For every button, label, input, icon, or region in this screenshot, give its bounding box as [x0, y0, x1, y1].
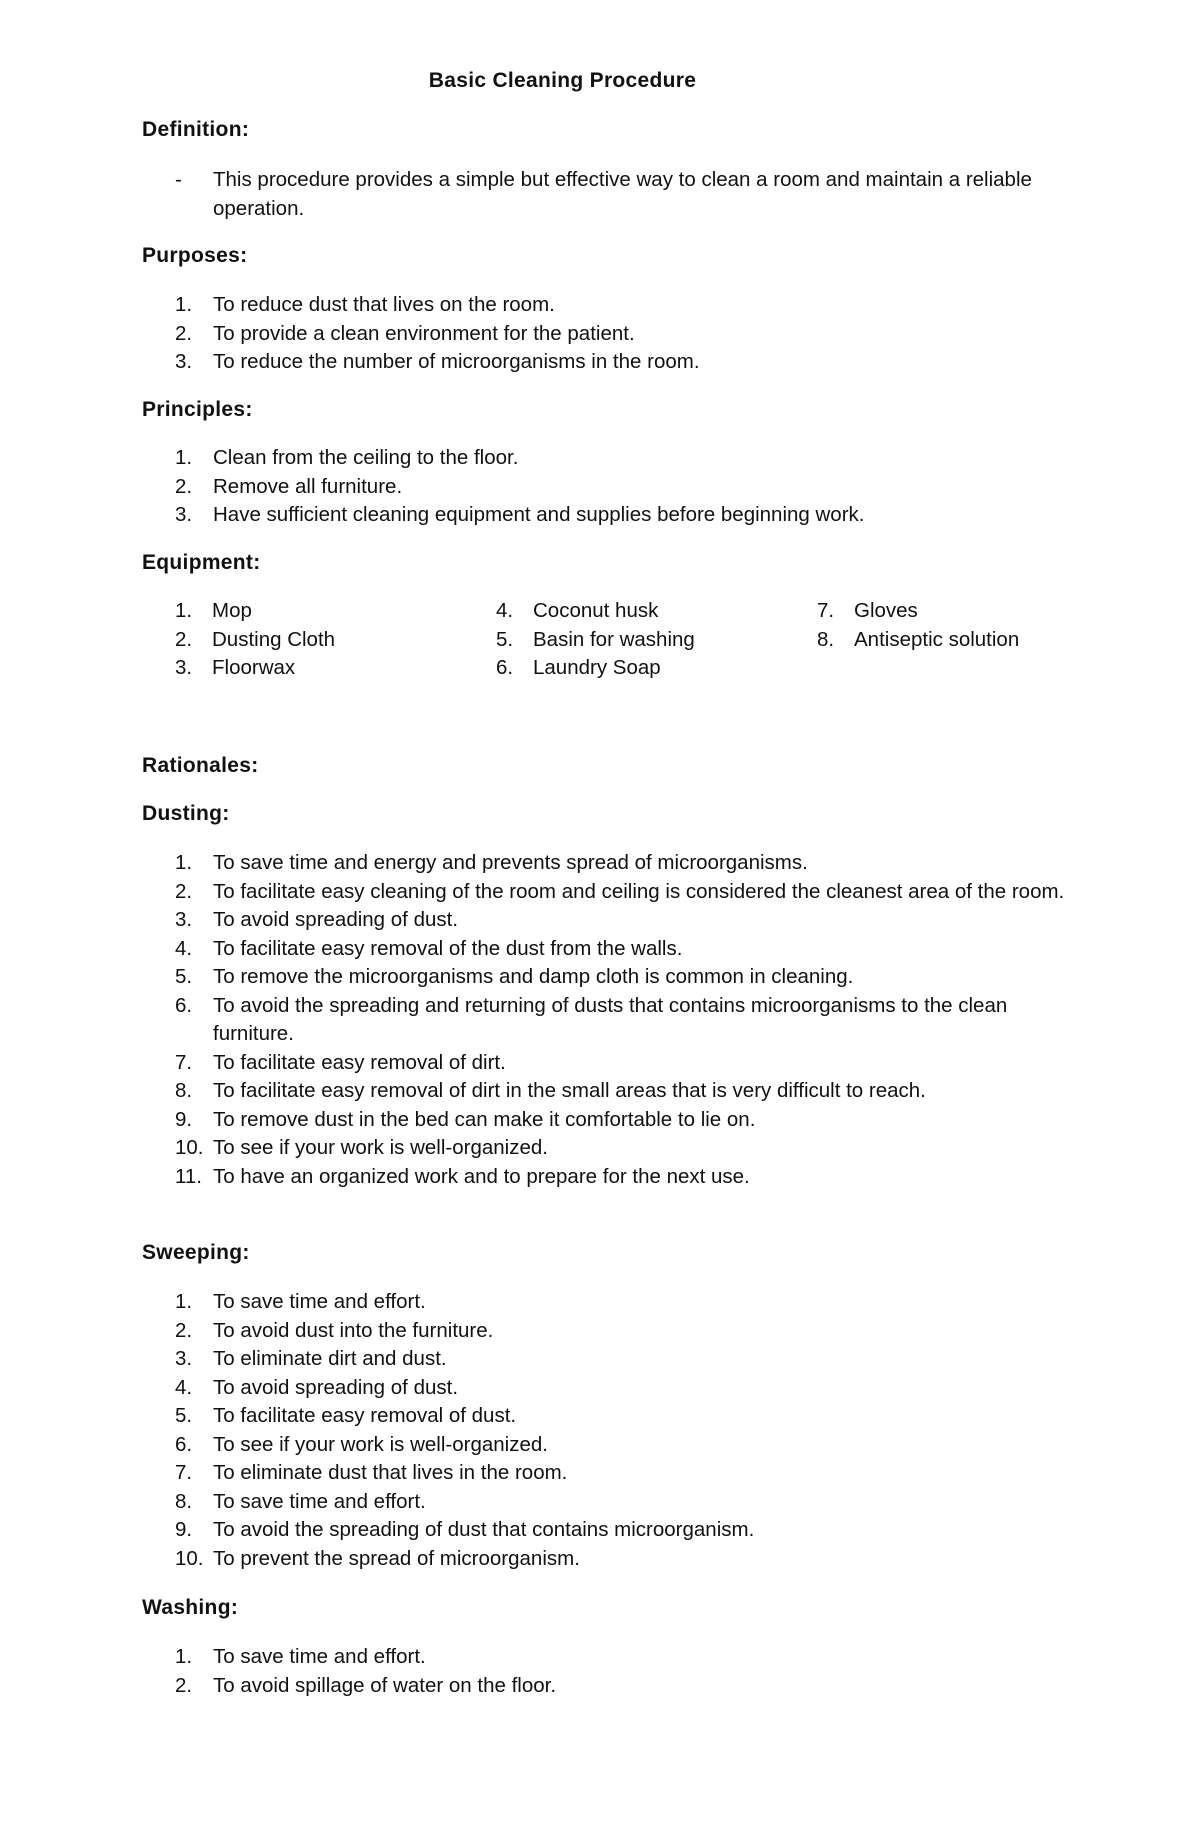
item-text: Mop	[212, 599, 252, 622]
washing-list	[175, 1643, 1095, 1700]
item-number: 2.	[175, 879, 193, 903]
item-number: 4.	[496, 599, 514, 622]
equipment-column-1	[175, 597, 475, 683]
item-text: To eliminate dust that lives in the room.	[213, 1461, 568, 1484]
item-number: 7.	[175, 1461, 193, 1484]
item-number: 7.	[175, 1050, 193, 1074]
item-number: 1.	[175, 446, 193, 469]
item-text: Clean from the ceiling to the floor.	[213, 446, 519, 469]
list-item	[175, 626, 475, 655]
item-number: 1.	[175, 1645, 193, 1668]
item-number: 3.	[175, 908, 193, 931]
item-number: 7.	[817, 599, 835, 622]
item-number: 6.	[175, 993, 193, 1017]
item-text: To avoid spillage of water on the floor.	[213, 1673, 557, 1697]
list-item	[175, 597, 475, 626]
item-text: To save time and effort.	[213, 1489, 426, 1513]
bullet-marker: -	[175, 168, 182, 191]
item-text: Dusting Cloth	[212, 627, 336, 651]
item-number: 2.	[175, 627, 193, 651]
item-number: 8.	[817, 627, 835, 651]
item-text: To avoid the spreading and returning of dusts that contains microorganisms to the clean furniture.	[213, 993, 1008, 1045]
item-text: To avoid the spreading of dust that contains microorganism.	[213, 1518, 755, 1541]
item-number: 2.	[175, 1673, 193, 1697]
item-text: To avoid dust into the furniture.	[213, 1318, 494, 1342]
item-number: 10.	[175, 1136, 204, 1159]
item-text: To eliminate dirt and dust.	[213, 1347, 447, 1370]
item-number: 1.	[175, 599, 193, 622]
list-item	[175, 166, 1095, 223]
item-text: Floorwax	[212, 656, 296, 679]
principles-heading: Principles:	[142, 398, 253, 421]
equipment-heading: Equipment:	[142, 551, 261, 574]
item-text: To facilitate easy removal of dirt in the small areas that is very difficult to reach.	[213, 1079, 926, 1102]
list-item	[175, 1077, 1095, 1106]
definition-list	[175, 166, 1095, 223]
list-item	[817, 597, 1117, 626]
sweeping-list	[175, 1288, 1095, 1573]
item-text: To facilitate easy removal of the dust from the walls.	[213, 936, 683, 960]
list-item	[175, 1402, 1095, 1431]
item-text: To see if your work is well-organized.	[213, 1432, 548, 1456]
item-text: To facilitate easy cleaning of the room and ceiling is considered the cleanest area of the room.	[213, 879, 1065, 903]
list-item	[175, 1345, 1095, 1374]
item-number: 9.	[175, 1518, 193, 1541]
list-item	[175, 992, 1095, 1049]
washing-heading: Washing:	[142, 1596, 239, 1619]
item-number: 1.	[175, 293, 193, 316]
list-item	[175, 444, 1095, 473]
item-text: Coconut husk	[533, 599, 659, 622]
rationales-heading: Rationales:	[142, 754, 259, 777]
item-number: 4.	[175, 936, 193, 960]
item-text: To save time and effort.	[213, 1290, 426, 1313]
list-item	[175, 1459, 1095, 1488]
item-text: To see if your work is well-organized.	[213, 1136, 548, 1159]
item-text: To remove dust in the bed can make it comfortable to lie on.	[213, 1107, 756, 1131]
definition-text: This procedure provides a simple but effective way to clean a room and maintain a reliable operation.	[213, 168, 1032, 220]
list-item	[175, 1643, 1095, 1672]
list-item	[175, 501, 1095, 530]
item-number: 11.	[175, 1164, 202, 1188]
dusting-heading: Dusting:	[142, 802, 230, 825]
item-text: Remove all furniture.	[213, 474, 403, 498]
list-item	[175, 291, 1095, 320]
list-item	[175, 1672, 1095, 1701]
equipment-column-3	[817, 597, 1117, 654]
list-item	[175, 935, 1095, 964]
item-number: 3.	[175, 1347, 193, 1370]
list-item	[175, 473, 1095, 502]
sweeping-heading: Sweeping:	[142, 1241, 250, 1264]
item-number: 2.	[175, 321, 193, 345]
list-item	[175, 906, 1095, 935]
item-text: To save time and energy and prevents spread of microorganisms.	[213, 851, 808, 874]
dusting-list	[175, 849, 1095, 1191]
list-item	[175, 1134, 1095, 1163]
principles-list	[175, 444, 1095, 530]
list-item	[175, 1049, 1095, 1078]
equipment-column-2	[496, 597, 796, 683]
list-item	[817, 626, 1117, 655]
list-item	[175, 1317, 1095, 1346]
definition-heading: Definition:	[142, 118, 250, 141]
item-number: 6.	[496, 656, 514, 679]
item-text: To provide a clean environment for the patient.	[213, 321, 635, 345]
list-item	[175, 1545, 1095, 1574]
item-text: To reduce the number of microorganisms in the room.	[213, 350, 700, 373]
purposes-heading: Purposes:	[142, 244, 248, 267]
item-number: 2.	[175, 474, 193, 498]
list-item	[175, 1516, 1095, 1545]
list-item	[175, 1431, 1095, 1460]
item-number: 3.	[175, 350, 193, 373]
item-number: 5.	[175, 965, 193, 988]
list-item	[175, 1288, 1095, 1317]
item-text: To facilitate easy removal of dust.	[213, 1404, 517, 1427]
item-number: 8.	[175, 1489, 193, 1513]
item-text: To avoid spreading of dust.	[213, 1375, 459, 1399]
list-item	[175, 1374, 1095, 1403]
item-number: 4.	[175, 1375, 193, 1399]
item-number: 1.	[175, 1290, 193, 1313]
list-item	[175, 1106, 1095, 1135]
item-text: To reduce dust that lives on the room.	[213, 293, 555, 316]
list-item	[496, 626, 796, 655]
item-number: 8.	[175, 1079, 193, 1102]
item-number: 6.	[175, 1432, 193, 1456]
item-number: 9.	[175, 1107, 193, 1131]
item-number: 5.	[175, 1404, 193, 1427]
list-item	[496, 654, 796, 683]
item-text: Basin for washing	[533, 627, 695, 651]
list-item	[175, 1488, 1095, 1517]
list-item	[175, 320, 1095, 349]
document-title: Basic Cleaning Procedure	[428, 69, 697, 92]
list-item	[175, 849, 1095, 878]
item-number: 10.	[175, 1546, 204, 1570]
list-item	[175, 348, 1095, 377]
list-item	[175, 963, 1095, 992]
item-text: To prevent the spread of microorganism.	[213, 1546, 580, 1570]
item-text: To remove the microorganisms and damp cloth is common in cleaning.	[213, 965, 854, 988]
item-number: 3.	[175, 656, 193, 679]
item-number: 5.	[496, 627, 514, 651]
item-text: To facilitate easy removal of dirt.	[213, 1050, 506, 1074]
item-text: Antiseptic solution	[854, 627, 1020, 651]
item-text: Gloves	[854, 599, 918, 622]
item-text: To have an organized work and to prepare for the next use.	[213, 1164, 750, 1188]
list-item	[175, 878, 1095, 907]
item-text: Laundry Soap	[533, 656, 661, 679]
list-item	[496, 597, 796, 626]
item-text: Have sufficient cleaning equipment and supplies before beginning work.	[213, 503, 865, 526]
list-item	[175, 1163, 1095, 1192]
item-number: 1.	[175, 851, 193, 874]
purposes-list	[175, 291, 1095, 377]
item-text: To avoid spreading of dust.	[213, 908, 459, 931]
item-number: 3.	[175, 503, 193, 526]
list-item	[175, 654, 475, 683]
item-number: 2.	[175, 1318, 193, 1342]
item-text: To save time and effort.	[213, 1645, 426, 1668]
